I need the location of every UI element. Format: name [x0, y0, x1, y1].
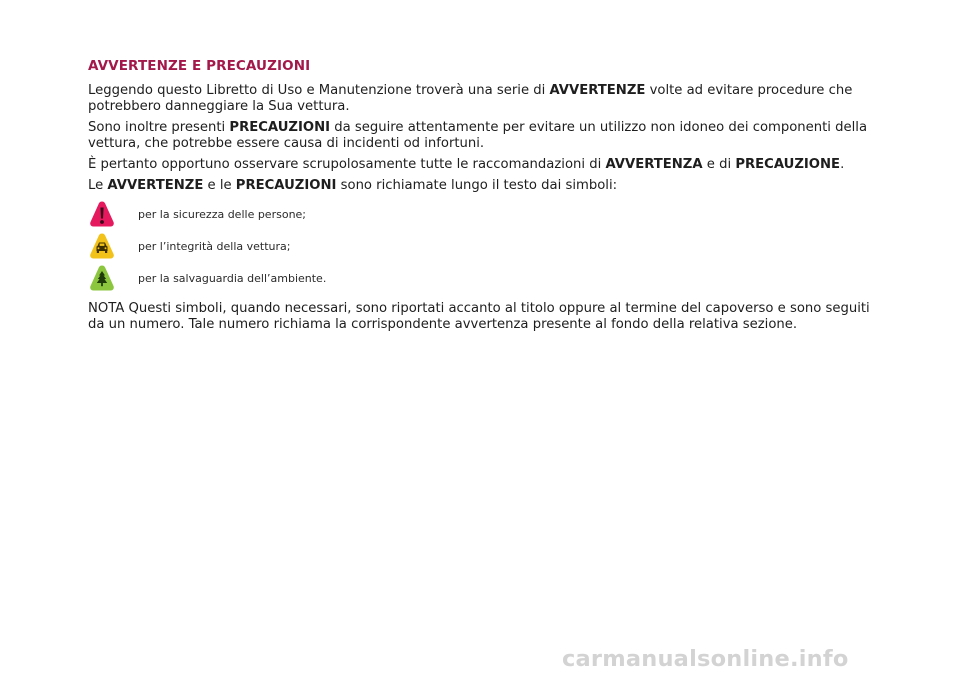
text: volte ad evitare procedure che potrebbero danneggiare la Sua vettura.: [88, 83, 853, 114]
text: da seguire attentamente per evitare un utilizzo non idoneo dei componenti della vettura, che potrebbe essere causa di incidenti od infortuni.: [88, 120, 868, 151]
environment-warning-icon: [88, 264, 116, 292]
person-warning-icon: [88, 200, 116, 228]
symbol-description: per la salvaguardia dell’ambiente.: [138, 271, 327, 285]
section-title: AVVERTENZE E PRECAUZIONI: [88, 58, 311, 74]
keyword-avvertenza: AVVERTENZA: [605, 157, 703, 172]
paragraph-symbols-intro: [88, 178, 888, 194]
text: sono richiamate lungo il testo dai simboli:: [336, 178, 618, 193]
symbol-row-car: [88, 231, 888, 261]
keyword-precauzioni: PRECAUZIONI: [229, 120, 331, 135]
text: .: [840, 157, 845, 172]
paragraph-intro: [88, 83, 888, 115]
keyword-precauzioni: PRECAUZIONI: [235, 178, 337, 193]
symbol-row-environment: [88, 263, 888, 293]
text: e le: [203, 178, 236, 193]
paragraph-recommendations: [88, 157, 888, 173]
keyword-avvertenze: AVVERTENZE: [107, 178, 204, 193]
text: È pertanto opportuno osservare scrupolosamente tutte le raccomandazioni di: [88, 157, 606, 172]
keyword-precauzione: PRECAUZIONE: [735, 157, 841, 172]
keyword-avvertenze: AVVERTENZE: [549, 83, 646, 98]
text: e di: [702, 157, 736, 172]
symbol-description: per l’integrità della vettura;: [138, 239, 291, 253]
text: Le: [88, 178, 108, 193]
symbol-description: per la sicurezza delle persone;: [138, 207, 307, 221]
text: Leggendo questo Libretto di Uso e Manutenzione troverà una serie di: [88, 83, 550, 98]
note-paragraph: NOTA Questi simboli, quando necessari, sono riportati accanto al titolo oppure al termine del capoverso e sono seguiti da un numero. Tale numero richiama la corrispondente avvertenza presente al fondo della relativa sezione.: [88, 301, 870, 332]
paragraph-precautions: [88, 120, 888, 152]
watermark-text: carmanualsonline.info: [562, 646, 849, 672]
symbol-row-persons: [88, 199, 888, 229]
page-content: [88, 58, 888, 338]
car-warning-icon: [88, 232, 116, 260]
text: Sono inoltre presenti: [88, 120, 230, 135]
